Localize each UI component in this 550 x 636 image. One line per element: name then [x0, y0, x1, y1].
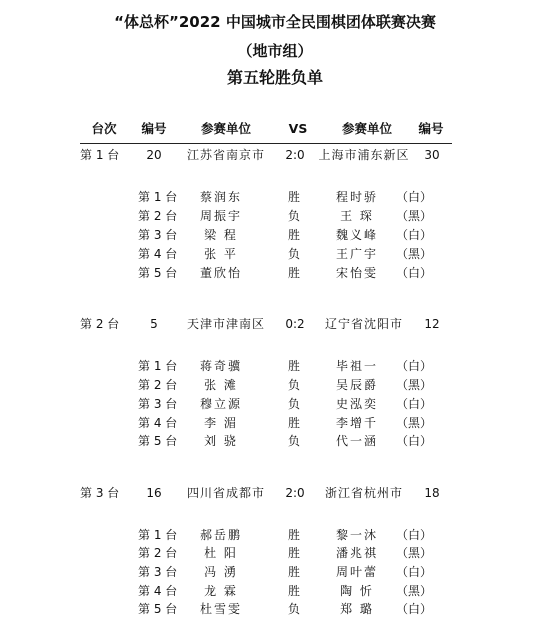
- board-table: 第 5 台: [138, 266, 178, 280]
- team-number-2: 30: [424, 148, 440, 162]
- stone-color: （白）: [395, 602, 432, 616]
- stone-color: （白）: [395, 359, 432, 373]
- player-2: 代一涵: [335, 434, 378, 448]
- header-number-2: 编号: [418, 121, 444, 136]
- document-title: “体总杯”2022 中国城市全民围棋团体联赛决赛: [114, 13, 436, 31]
- board-result: 胜: [287, 565, 300, 579]
- header-number-1: 编号: [141, 121, 167, 136]
- player-1: 冯 湧: [204, 565, 238, 579]
- board-result: 胜: [287, 228, 300, 242]
- match-row: [0, 483, 550, 503]
- board-result: 胜: [287, 528, 300, 542]
- board-table: 第 3 台: [138, 397, 178, 411]
- stone-color: （黑）: [395, 416, 432, 430]
- board-table: 第 2 台: [138, 378, 178, 392]
- player-1: 李 湄: [204, 416, 238, 430]
- player-2: 史泓奕: [335, 397, 378, 411]
- team-number-1: 20: [146, 148, 162, 162]
- team-unit-2: 上海市浦东新区: [318, 148, 410, 162]
- player-2: 李增千: [335, 416, 378, 430]
- player-1: 梁 程: [204, 228, 238, 242]
- board-table: 第 5 台: [138, 602, 178, 616]
- board-result: 胜: [287, 266, 300, 280]
- board-row: [0, 413, 550, 433]
- board-table: 第 2 台: [138, 209, 178, 223]
- match-score: 0:2: [285, 317, 305, 331]
- player-2: 陶 忻: [340, 584, 374, 598]
- player-1: 董欣怡: [199, 266, 242, 280]
- team-number-2: 18: [424, 486, 440, 500]
- match-score: 2:0: [285, 486, 305, 500]
- team-unit-2: 浙江省杭州市: [324, 486, 403, 500]
- match-table: 第 2 台: [80, 317, 120, 331]
- stone-color: （黑）: [395, 209, 432, 223]
- board-result: 负: [287, 247, 300, 261]
- player-2: 宋怡雯: [335, 266, 378, 280]
- player-1: 周振宇: [199, 209, 242, 223]
- header-tai: 台次: [91, 121, 117, 136]
- stone-color: （白）: [395, 190, 432, 204]
- board-table: 第 1 台: [138, 528, 178, 542]
- board-result: 胜: [287, 190, 300, 204]
- stone-color: （白）: [395, 228, 432, 242]
- stone-color: （白）: [395, 528, 432, 542]
- team-unit-2: 辽宁省沈阳市: [324, 317, 403, 331]
- board-table: 第 1 台: [138, 190, 178, 204]
- stone-color: （白）: [395, 434, 432, 448]
- board-result: 胜: [287, 359, 300, 373]
- player-2: 郑 璐: [340, 602, 374, 616]
- board-result: 负: [287, 434, 300, 448]
- match-table: 第 3 台: [80, 486, 120, 500]
- board-row: [0, 562, 550, 582]
- board-row: [0, 525, 550, 545]
- player-2: 吴辰爵: [335, 378, 378, 392]
- player-1: 蔡润东: [199, 190, 242, 204]
- board-table: 第 3 台: [138, 565, 178, 579]
- player-1: 杜雪雯: [199, 602, 242, 616]
- match-row: [0, 145, 550, 165]
- player-1: 杜 阳: [204, 546, 238, 560]
- team-unit-1: 天津市津南区: [186, 317, 265, 331]
- stone-color: （黑）: [395, 584, 432, 598]
- player-1: 张 平: [204, 247, 238, 261]
- board-result: 负: [287, 209, 300, 223]
- board-table: 第 4 台: [138, 584, 178, 598]
- stone-color: （黑）: [395, 546, 432, 560]
- document-subtitle: （地市组）: [237, 42, 313, 60]
- player-2: 王广宇: [335, 247, 378, 261]
- board-row: [0, 206, 550, 226]
- stone-color: （黑）: [395, 247, 432, 261]
- board-table: 第 2 台: [138, 546, 178, 560]
- player-1: 穆立源: [199, 397, 242, 411]
- team-number-2: 12: [424, 317, 440, 331]
- player-2: 周叶蕾: [335, 565, 378, 579]
- board-row: [0, 356, 550, 376]
- player-2: 黎一沐: [335, 528, 378, 542]
- board-row: [0, 543, 550, 563]
- team-number-1: 5: [150, 317, 158, 331]
- board-row: [0, 187, 550, 207]
- player-1: 张 滩: [204, 378, 238, 392]
- header-rule: [80, 143, 452, 144]
- board-table: 第 5 台: [138, 434, 178, 448]
- header-unit-1: 参赛单位: [200, 121, 251, 136]
- board-row: [0, 581, 550, 601]
- board-result: 负: [287, 397, 300, 411]
- board-row: [0, 375, 550, 395]
- player-2: 王 琛: [340, 209, 374, 223]
- board-result: 负: [287, 602, 300, 616]
- board-table: 第 1 台: [138, 359, 178, 373]
- player-1: 刘 骁: [204, 434, 238, 448]
- match-table: 第 1 台: [80, 148, 120, 162]
- match-score: 2:0: [285, 148, 305, 162]
- player-2: 程时骄: [335, 190, 378, 204]
- team-unit-1: 江苏省南京市: [186, 148, 265, 162]
- board-row: [0, 599, 550, 619]
- header-vs: VS: [288, 121, 308, 136]
- board-result: 胜: [287, 416, 300, 430]
- board-row: [0, 244, 550, 264]
- player-2: 毕祖一: [335, 359, 378, 373]
- board-row: [0, 394, 550, 414]
- player-1: 郝岳鹏: [199, 528, 242, 542]
- stone-color: （黑）: [395, 378, 432, 392]
- round-title: 第五轮胜负单: [226, 68, 323, 87]
- board-table: 第 4 台: [138, 416, 178, 430]
- board-row: [0, 431, 550, 451]
- player-2: 魏义峰: [335, 228, 378, 242]
- board-table: 第 4 台: [138, 247, 178, 261]
- stone-color: （白）: [395, 565, 432, 579]
- board-row: [0, 225, 550, 245]
- board-result: 胜: [287, 584, 300, 598]
- board-result: 负: [287, 378, 300, 392]
- player-1: 蒋奇骥: [199, 359, 242, 373]
- player-1: 龙 霖: [204, 584, 238, 598]
- stone-color: （白）: [395, 266, 432, 280]
- team-number-1: 16: [146, 486, 162, 500]
- stone-color: （白）: [395, 397, 432, 411]
- header-unit-2: 参赛单位: [341, 121, 392, 136]
- team-unit-1: 四川省成都市: [186, 486, 265, 500]
- board-table: 第 3 台: [138, 228, 178, 242]
- match-row: [0, 314, 550, 334]
- board-result: 胜: [287, 546, 300, 560]
- board-row: [0, 263, 550, 283]
- player-2: 潘兆祺: [335, 546, 378, 560]
